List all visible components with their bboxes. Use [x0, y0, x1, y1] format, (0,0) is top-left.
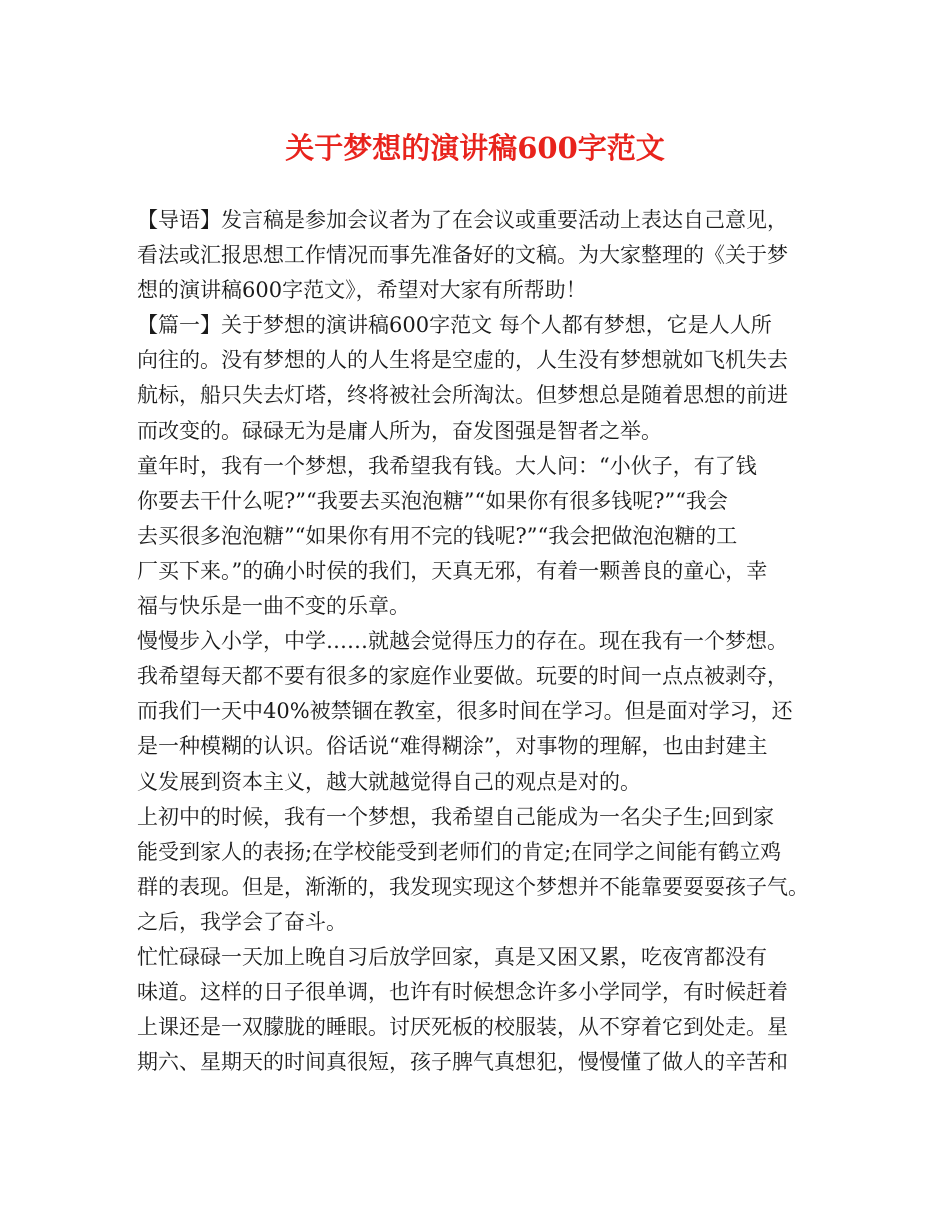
text-line: 童年时，我有一个梦想，我希望我有钱。大人问：“小伙子，有了钱	[137, 453, 757, 478]
text-line: 群的表现。但是，渐渐的，我发现实现这个梦想并不能靠要耍耍孩子气。	[137, 874, 809, 899]
text-line: 【导语】发言稿是参加会议者为了在会议或重要活动上表达自己意见，	[137, 208, 788, 232]
text-line: 慢慢步入小学，中学……就越会觉得压力的存在。现在我有一个梦想。	[137, 629, 788, 654]
text-line: 去买很多泡泡糖”“如果你有用不完的钱呢?”“我会把做泡泡糖的工	[137, 523, 738, 548]
text-line: 我希望每天都不要有很多的家庭作业要做。玩要的时间一点点被剥夺，	[137, 664, 788, 689]
text-line: 能受到家人的表扬;在学校能受到老师们的肯定;在同学之间能有鹤立鸡	[137, 839, 782, 864]
text-line: 航标，船只失去灯塔，终将被社会所淘汰。但梦想总是随着思想的前进	[137, 383, 788, 408]
document-title: 关于梦想的演讲稿600字范文	[285, 131, 665, 165]
text-line: 是一种模糊的认识。俗话说“难得糊涂”，对事物的理解，也由封建主	[137, 734, 768, 759]
text-line: 上课还是一双朦胧的睡眼。讨厌死板的校服装，从不穿着它到处走。星	[137, 1015, 788, 1040]
text-line: 福与快乐是一曲不变的乐章。	[137, 594, 410, 619]
text-line: 向往的。没有梦想的人的人生将是空虚的，人生没有梦想就如飞机失去	[137, 348, 788, 373]
text-line: 你要去干什么呢?”“我要去买泡泡糖”“如果你有很多钱呢?”“我会	[137, 488, 728, 513]
text-line: 义发展到资本主义，越大就越觉得自己的观点是对的。	[137, 769, 641, 794]
text-line: 而改变的。碌碌无为是庸人所为，奋发图强是智者之举。	[137, 418, 662, 443]
text-line: 想的演讲稿600字范文》，希望对大家有所帮助！	[137, 278, 587, 303]
document-body	[137, 203, 817, 1080]
text-line: 忙忙碌碌一天加上晚自习后放学回家，真是又困又累，吃夜宵都没有	[137, 944, 767, 969]
text-line: 而我们一天中40%被禁锢在教室，很多时间在学习。但是面对学习，还	[137, 699, 793, 724]
text-line: 期六、星期天的时间真很短，孩子脾气真想犯，慢慢懂了做人的辛苦和	[137, 1050, 788, 1075]
text-line: 厂买下来。”的确小时侯的我们，天真无邪，有着一颗善良的童心，幸	[137, 558, 768, 583]
text-line: 【篇一】关于梦想的演讲稿600字范文 每个人都有梦想，它是人人所	[137, 313, 772, 338]
text-line: 之后，我学会了奋斗。	[137, 909, 347, 934]
text-line: 上初中的时候，我有一个梦想，我希望自己能成为一名尖子生;回到家	[137, 804, 775, 829]
text-line: 看法或汇报思想工作情况而事先准备好的文稿。为大家整理的《关于梦	[137, 243, 788, 268]
text-line: 味道。这样的日子很单调，也许有时候想念许多小学同学，有时候赶着	[137, 980, 788, 1005]
